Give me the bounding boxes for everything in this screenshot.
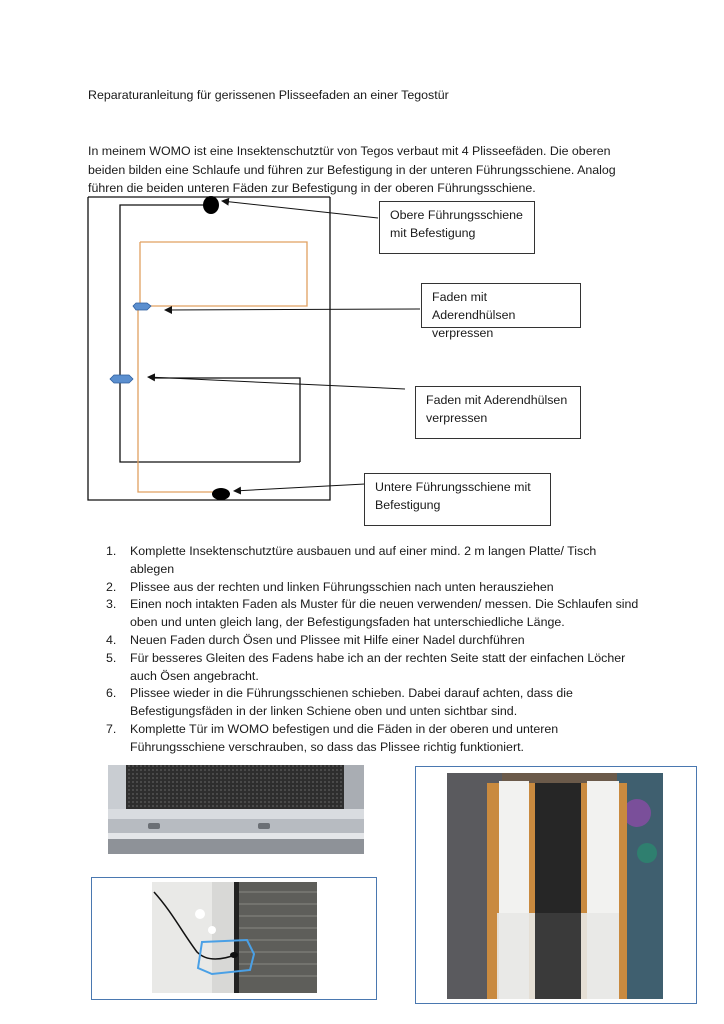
leader-arrow-2: [165, 309, 420, 310]
step-number: 7.: [106, 721, 117, 736]
step-line: auch Ösen angebracht.: [130, 668, 259, 683]
callout-line: verpressen: [426, 411, 488, 425]
callout-line: Faden mit Aderendhülsen: [432, 290, 516, 322]
intro-line: führen die beiden unteren Fäden zur Befestigung in der oberen Führungsschiene.: [88, 181, 536, 195]
step-line: Befestigungsfäden in der linken Schiene oben und unten sichtbar sind.: [130, 704, 518, 719]
step-item: [106, 650, 646, 686]
step-line: Komplette Insektenschutztüre ausbauen und auf einer mind. 2 m langen Platte/ Tisch: [130, 544, 597, 558]
callout-line: Faden mit Aderendhülsen: [426, 393, 568, 407]
step-number: 1.: [106, 544, 117, 558]
step-line: Für besseres Gleiten des Fadens habe ich an der rechten Seite statt der einfachen Löcher: [130, 650, 626, 665]
callout-line: Untere Führungsschiene mit: [375, 480, 531, 494]
lower-thread: [150, 378, 300, 462]
callout-ferrule-2: [415, 386, 581, 439]
callout-line: Obere Führungsschiene: [390, 208, 523, 222]
photo-thread-closeup: [152, 882, 317, 993]
step-line: oben und unten gleich lang, der Befestigungsfaden hat unterschiedliche Länge.: [130, 615, 565, 630]
step-number: 4.: [106, 632, 117, 647]
callout-line: Befestigung: [375, 498, 441, 512]
step-number: 5.: [106, 650, 117, 665]
callout-line: mit Befestigung: [390, 226, 476, 240]
leader-arrow-1: [222, 201, 378, 218]
upper-anchor: [203, 196, 219, 214]
ferrule-upper: [133, 303, 151, 310]
step-line: Neuen Faden durch Ösen und Plissee mit Hilfe einer Nadel durchführen: [130, 632, 525, 647]
callout-lower-rail: [364, 473, 551, 526]
step-item: [106, 721, 646, 757]
step-number: 3.: [106, 597, 117, 612]
intro-line: In meinem WOMO ist eine Insektenschutztür von Tegos verbaut mit 4 Plisseefäden. Die oberen: [88, 144, 611, 158]
step-item: [106, 596, 646, 632]
step-item: [106, 543, 646, 579]
step-line: Plissee aus der rechten und linken Führungsschien nach unten herausziehen: [130, 579, 554, 594]
step-item: [106, 685, 646, 721]
ferrule-lower: [110, 375, 133, 383]
step-number: 2.: [106, 579, 117, 594]
step-line: ablegen: [130, 561, 175, 576]
lower-anchor: [212, 488, 230, 500]
orange-thread: [138, 242, 307, 492]
photo-door-on-table: [447, 773, 663, 999]
photo-lower-rail: [108, 765, 364, 854]
step-line: Führungsschiene verschrauben, so dass das Plissee richtig funktioniert.: [130, 739, 524, 754]
step-line: Einen noch intakten Faden als Muster für die neuen verwenden/ messen. Die Schlaufen sind: [130, 597, 639, 612]
leader-arrow-3: [148, 377, 405, 389]
callout-upper-rail: [379, 201, 535, 254]
upper-thread: [120, 205, 300, 462]
document-title: Reparaturanleitung für gerissenen Plisseefaden an einer Tegostür: [88, 88, 449, 102]
intro-line: beiden bilden eine Schlaufe und führen zur Befestigung in der unteren Führungsschiene. Analog: [88, 162, 616, 177]
repair-steps: [106, 543, 646, 757]
step-line: Plissee wieder in die Führungsschienen schieben. Dabei darauf achten, dass die: [130, 686, 573, 701]
step-line: Komplette Tür im WOMO befestigen und die Fäden in der oberen und unteren: [130, 721, 559, 736]
callout-ferrule-1: [421, 283, 581, 340]
step-number: 6.: [106, 686, 117, 701]
step-item: [106, 632, 646, 650]
step-item: [106, 579, 646, 597]
callout-line: verpressen: [432, 326, 494, 340]
leader-arrow-4: [234, 484, 365, 491]
